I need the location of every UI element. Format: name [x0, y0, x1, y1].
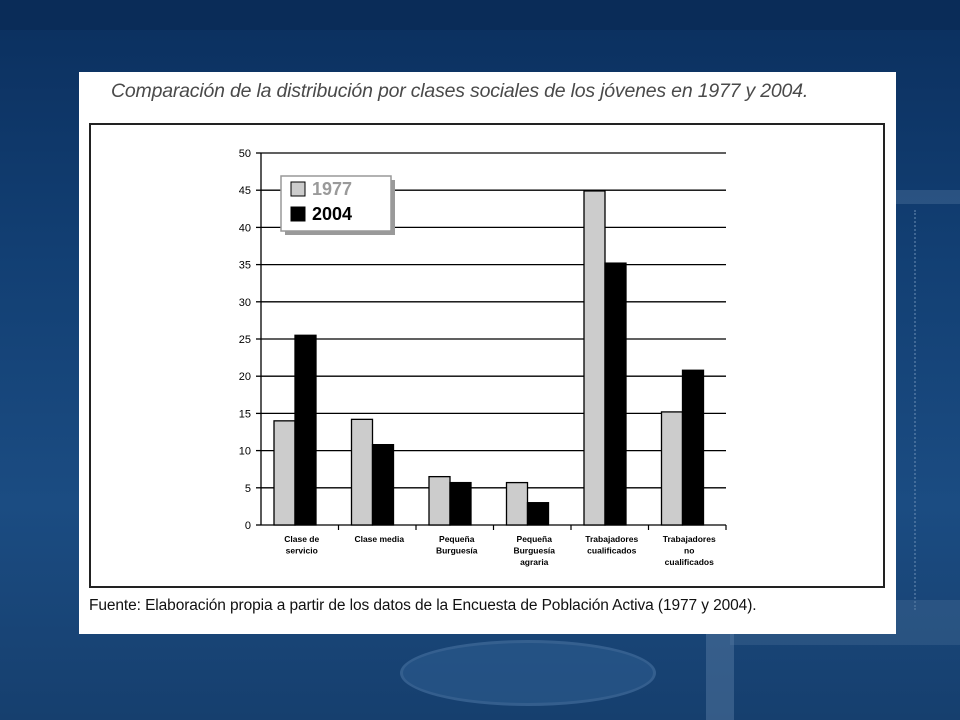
x-category-label: servicio [285, 545, 318, 556]
bar-2004 [605, 263, 626, 525]
x-category-label: Pequeña [439, 534, 475, 544]
y-tick-label: 10 [238, 445, 251, 458]
chart-figure [79, 72, 896, 634]
x-category-label: Burguesía [513, 545, 556, 556]
bar-1977 [584, 191, 605, 525]
x-category-label: Clase media [354, 534, 405, 544]
x-category-label: agraria [520, 557, 549, 567]
legend-label-1977: 1977 [312, 179, 353, 199]
x-category-label: Clase de [284, 534, 320, 544]
scale-plate-decoration [400, 640, 656, 706]
scale-beam-decoration [890, 190, 960, 204]
scale-chain-decoration [914, 210, 926, 610]
y-tick-label: 35 [238, 259, 251, 272]
y-tick-label: 30 [238, 296, 251, 309]
x-category-label: Pequeña [516, 534, 552, 544]
legend-swatch-2004 [291, 207, 305, 221]
x-category-label: cualificados [587, 545, 637, 556]
x-category-label: no [684, 545, 695, 556]
bar-chart [91, 125, 883, 586]
legend-swatch-1977 [291, 182, 305, 196]
bar-2004 [528, 503, 549, 525]
y-tick-label: 20 [238, 371, 251, 384]
y-tick-label: 45 [238, 185, 251, 198]
y-tick-label: 25 [238, 334, 251, 346]
bar-2004 [683, 370, 704, 525]
bar-2004 [295, 335, 316, 525]
bar-1977 [429, 477, 450, 525]
y-tick-label: 15 [238, 408, 251, 421]
x-category-label: Trabajadores [662, 534, 716, 544]
bar-1977 [274, 421, 295, 525]
bar-2004 [373, 445, 394, 525]
chart-title: Comparación de la distribución por clases sociales de los jóvenes en 1977 y 2004. [111, 80, 809, 102]
bar-1977 [507, 483, 528, 525]
chart-frame [89, 123, 885, 588]
bar-1977 [662, 412, 683, 525]
legend-label-2004: 2004 [312, 204, 353, 224]
y-tick-label: 0 [244, 520, 251, 532]
chart-source-note: Fuente: Elaboración propia a partir de los datos de la Encuesta de Población Activa (1977 y 2004). [89, 597, 757, 614]
x-category-label: Burguesía [435, 545, 478, 556]
y-tick-label: 50 [238, 148, 251, 160]
top-band [0, 0, 960, 30]
y-tick-label: 5 [244, 482, 251, 495]
bar-2004 [450, 483, 471, 525]
y-tick-label: 40 [238, 222, 251, 235]
bar-1977 [352, 419, 373, 525]
x-category-label: cualificados [664, 557, 714, 567]
x-category-label: Trabajadores [585, 534, 639, 544]
